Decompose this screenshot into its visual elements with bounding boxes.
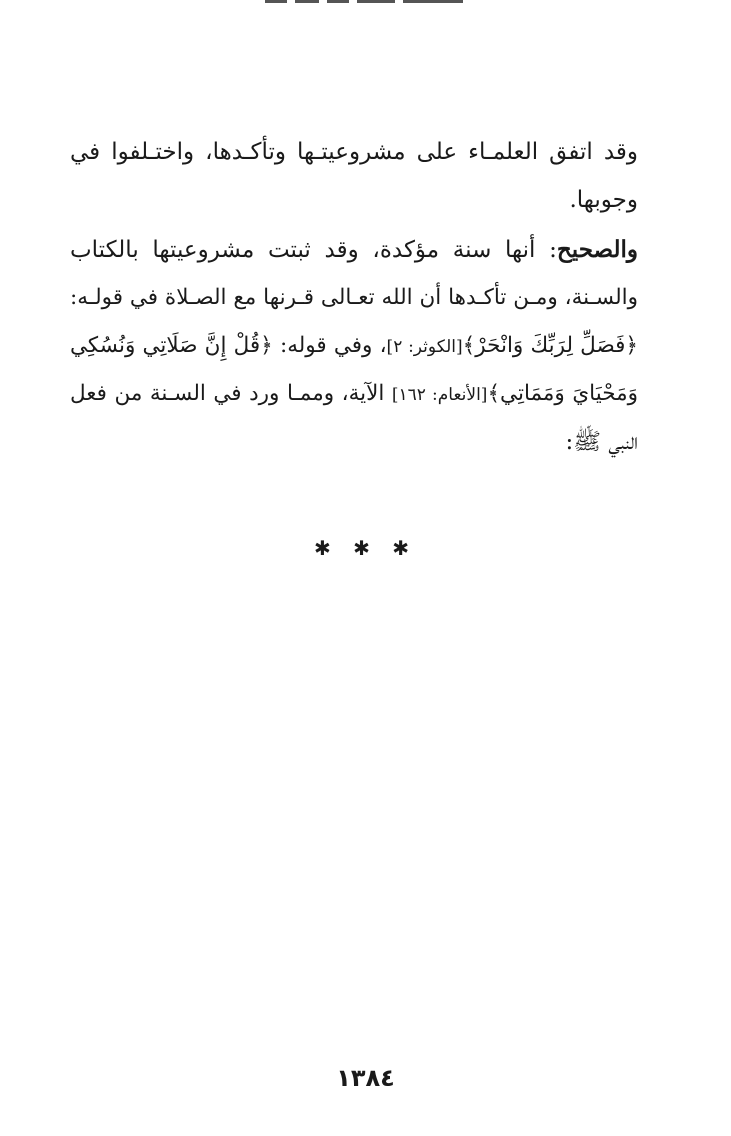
text-line-5-mid: ، وفي قوله: — [279, 333, 387, 358]
section-separator: ✱ ✱ ✱ — [314, 536, 417, 560]
text-line-2: وجوبها. — [569, 187, 638, 213]
text-line-3 — [70, 226, 638, 274]
page-number: ١٣٨٤ — [336, 1064, 395, 1092]
text-line-3-rest: : أنها سنة مؤكدة، وقد ثبتت مشروعيتها بالكتاب — [70, 237, 557, 263]
text-line-1: وقد اتفق العلمـاء على مشروعيتـها وتأكـدها، واختـلفوا في — [70, 139, 638, 165]
verse-reference-anam: [الأنعام: ١٦٢] — [391, 385, 488, 405]
quran-verse-kawthar: ﴿فَصَلِّ لِرَبِّكَ وَانْحَرْ﴾ — [462, 333, 638, 358]
body-text — [70, 128, 638, 466]
quran-verse-anam-end: وَمَحْيَايَ وَمَمَاتِي﴾ — [487, 381, 638, 406]
text-line-6 — [70, 370, 638, 418]
bold-term-sahih: والصحيح — [556, 236, 638, 263]
top-rule-decoration — [265, 0, 475, 4]
text-line-4: والسـنة، ومـن تأكـدها أن الله تعـالى قـرنها مع الصـلاة في قولـه: — [70, 285, 638, 310]
verse-reference-kawthar: [الكوثر: ٢] — [386, 337, 463, 357]
text-line-5 — [70, 322, 638, 370]
text-line-7: النبي ﷺ: — [565, 429, 638, 455]
quran-verse-anam-start: ﴿قُلْ إِنَّ صَلَاتِي وَنُسُكِي — [70, 333, 273, 358]
text-line-6-rest: الآية، وممـا ورد في السـنة من فعل — [70, 381, 385, 406]
